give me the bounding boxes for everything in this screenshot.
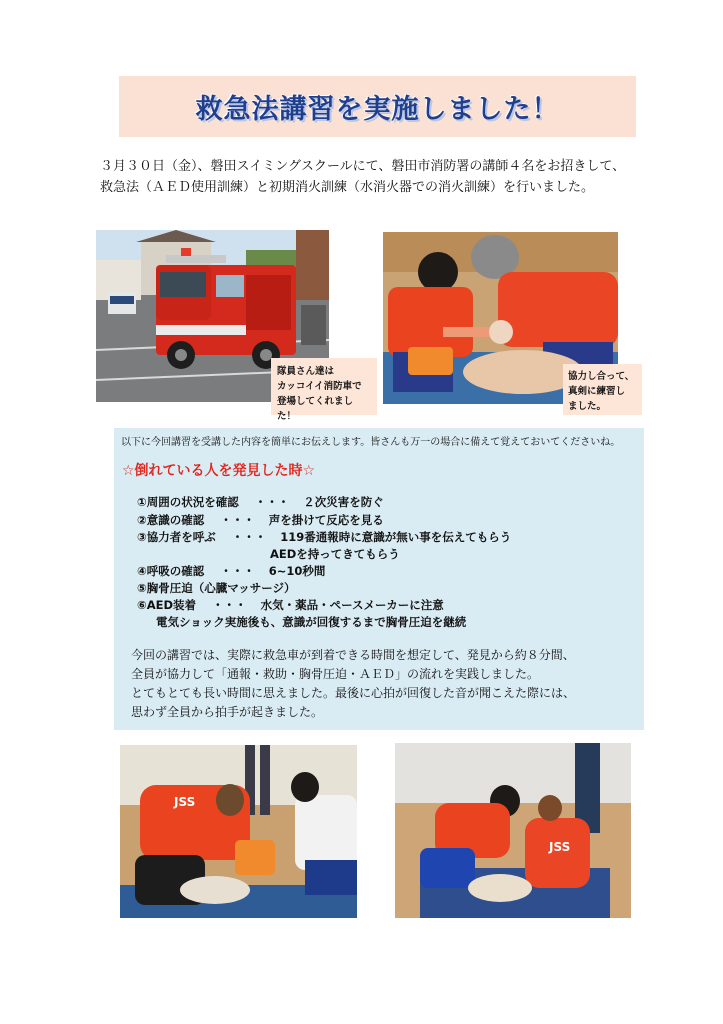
caption-cpr-line: 真剣に練習し	[568, 386, 626, 397]
step-3-continued: AEDを持ってきてもらう	[270, 547, 400, 561]
caption-fire-truck-line: 登場してくれました！	[277, 396, 354, 422]
photo-chest-compression	[395, 743, 631, 918]
caption-cpr-line: 協力し合って、	[568, 371, 635, 382]
summary-line-3: とてもとても長い時間に思えました。最後に心拍が回復した音が聞こえた際には、	[131, 686, 576, 700]
step-3	[137, 529, 511, 545]
step-detail: 声を掛けて反応を見る	[268, 513, 384, 527]
title-banner	[119, 76, 636, 137]
step-1	[137, 494, 384, 510]
step-detail: 6~10秒間	[268, 564, 326, 578]
photo-aed-training	[120, 745, 357, 918]
step-5	[137, 580, 296, 596]
intro-line-2: 救急法（ＡＥＤ使用訓練）と初期消火訓練（水消火器での消火訓練）を行いました。	[100, 180, 595, 195]
step-label: ⑤胸骨圧迫（心臓マッサージ）	[137, 581, 296, 595]
page-title: 救急法講習を実施しました！	[195, 94, 560, 125]
summary-line-4: 思わず全員から拍手が起きました。	[131, 705, 324, 719]
jss-logo-1: JSS	[174, 795, 196, 809]
step-label: ①周囲の状況を確認	[137, 495, 239, 509]
step-2	[137, 512, 384, 528]
intro-line-1: ３月３０日（金）、磐田スイミングスクールにて、磐田市消防署の講師４名をお招きして、	[100, 159, 626, 174]
step-dots: ・・・	[231, 530, 267, 544]
step-dots: ・・・	[220, 513, 255, 527]
caption-fire-truck	[271, 358, 377, 422]
caption-fire-truck-line: 隊員さん達は	[277, 366, 335, 377]
step-6-continued: 電気ショック実施後も、意識が回復するまで胸骨圧迫を継続	[156, 615, 467, 629]
step-4	[137, 563, 325, 579]
step-detail: ２次災害を防ぐ	[303, 495, 384, 509]
step-label: ④呼吸の確認	[137, 564, 205, 578]
summary-line-2: 全員が協力して「通報・救助・胸骨圧迫・ＡＥＤ」の流れを実践しました。	[131, 667, 540, 681]
step-label: ⑥AED装着	[137, 598, 197, 612]
section-heading: ☆倒れている人を発見した時☆	[122, 463, 316, 479]
caption-fire-truck-line: カッコイイ消防車で	[277, 381, 362, 392]
step-detail: 119番通報時に意識が無い事を伝えてもらう	[280, 530, 512, 544]
step-dots: ・・・	[254, 495, 290, 509]
info-intro: 以下に今回講習を受講した内容を簡単にお伝えします。皆さんも万一の場合に備えて覚えておいてくださいね。	[121, 437, 621, 448]
step-6	[137, 597, 444, 613]
caption-cpr-line: ました。	[568, 401, 607, 412]
step-label: ③協力者を呼ぶ	[137, 530, 216, 544]
jss-logo-2: JSS	[549, 840, 571, 854]
summary-line-1: 今回の講習では、実際に救急車が到着できる時間を想定して、発見から約８分間、	[131, 648, 575, 662]
step-dots: ・・・	[212, 598, 247, 612]
step-detail: 水気・薬品・ペースメーカーに注意	[260, 598, 444, 612]
caption-cpr	[563, 364, 642, 415]
step-dots: ・・・	[220, 564, 255, 578]
step-label: ②意識の確認	[137, 513, 205, 527]
